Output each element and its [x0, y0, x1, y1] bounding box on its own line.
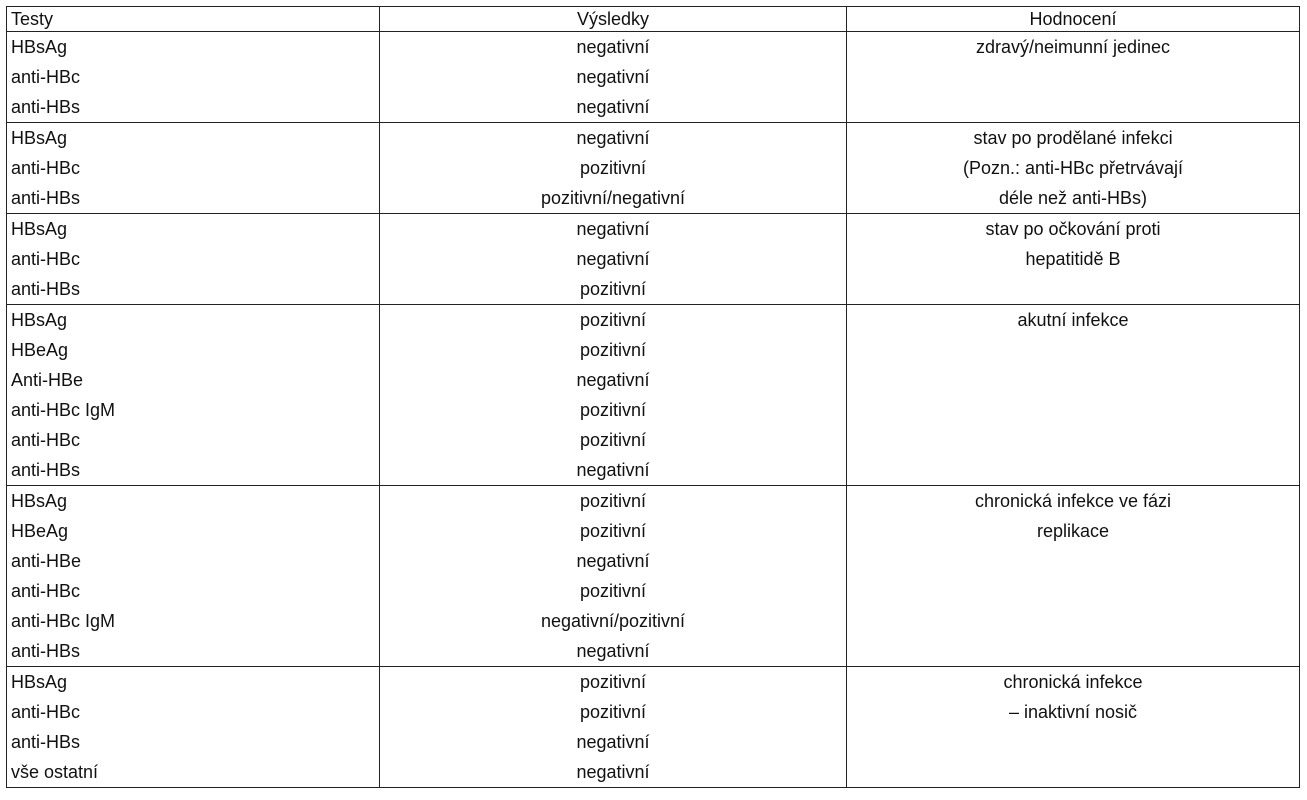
evaluation-cell: [847, 395, 1300, 425]
evaluation-cell: [847, 636, 1300, 667]
table-row: [7, 214, 1300, 245]
evaluation-cell: [847, 606, 1300, 636]
result-cell: negativní: [380, 32, 847, 63]
result-cell: negativní/pozitivní: [380, 606, 847, 636]
table-row: [7, 576, 1300, 606]
table-row: [7, 516, 1300, 546]
result-cell: pozitivní: [380, 486, 847, 517]
evaluation-cell: chronická infekce: [847, 667, 1300, 698]
table-row: [7, 486, 1300, 517]
result-cell: negativní: [380, 546, 847, 576]
table-row: [7, 153, 1300, 183]
evaluation-cell: [847, 274, 1300, 305]
evaluation-cell: [847, 425, 1300, 455]
table-row: [7, 335, 1300, 365]
test-name-cell: HBeAg: [7, 516, 380, 546]
table-row: [7, 274, 1300, 305]
test-name-cell: anti-HBc IgM: [7, 606, 380, 636]
hepatitis-b-serology-table: [6, 6, 1299, 788]
evaluation-cell: [847, 757, 1300, 788]
evaluation-cell: [847, 365, 1300, 395]
table-row: [7, 365, 1300, 395]
table-row: [7, 395, 1300, 425]
evaluation-cell: replikace: [847, 516, 1300, 546]
test-name-cell: HBsAg: [7, 32, 380, 63]
result-cell: negativní: [380, 727, 847, 757]
result-cell: pozitivní: [380, 305, 847, 336]
test-name-cell: vše ostatní: [7, 757, 380, 788]
result-cell: negativní: [380, 123, 847, 154]
test-name-cell: anti-HBs: [7, 274, 380, 305]
test-name-cell: anti-HBc: [7, 62, 380, 92]
result-cell: pozitivní: [380, 274, 847, 305]
result-cell: negativní: [380, 365, 847, 395]
table-row: [7, 636, 1300, 667]
test-name-cell: anti-HBc IgM: [7, 395, 380, 425]
test-name-cell: anti-HBc: [7, 576, 380, 606]
test-name-cell: anti-HBs: [7, 636, 380, 667]
test-name-cell: HBsAg: [7, 123, 380, 154]
result-group: [7, 486, 1300, 667]
evaluation-cell: [847, 455, 1300, 486]
result-cell: pozitivní: [380, 576, 847, 606]
header-results: Výsledky: [380, 7, 847, 32]
result-cell: negativní: [380, 92, 847, 123]
test-name-cell: anti-HBs: [7, 727, 380, 757]
test-name-cell: anti-HBs: [7, 183, 380, 214]
test-name-cell: anti-HBc: [7, 153, 380, 183]
test-name-cell: HBsAg: [7, 305, 380, 336]
result-group: [7, 667, 1300, 788]
evaluation-cell: [847, 576, 1300, 606]
test-name-cell: anti-HBs: [7, 92, 380, 123]
test-name-cell: Anti-HBe: [7, 365, 380, 395]
evaluation-cell: zdravý/neimunní jedinec: [847, 32, 1300, 63]
result-cell: negativní: [380, 636, 847, 667]
table-row: [7, 546, 1300, 576]
result-group: [7, 123, 1300, 214]
result-cell: negativní: [380, 62, 847, 92]
table-row: [7, 425, 1300, 455]
table-row: [7, 305, 1300, 336]
table-row: [7, 32, 1300, 63]
test-name-cell: anti-HBs: [7, 455, 380, 486]
evaluation-cell: stav po prodělané infekci: [847, 123, 1300, 154]
table-row: [7, 697, 1300, 727]
result-cell: negativní: [380, 455, 847, 486]
result-cell: pozitivní: [380, 667, 847, 698]
table-header: [7, 7, 1300, 32]
table-row: [7, 244, 1300, 274]
evaluation-cell: (Pozn.: anti-HBc přetrvávají: [847, 153, 1300, 183]
evaluation-cell: [847, 727, 1300, 757]
result-cell: negativní: [380, 214, 847, 245]
result-group: [7, 214, 1300, 305]
evaluation-cell: chronická infekce ve fázi: [847, 486, 1300, 517]
result-group: [7, 305, 1300, 486]
result-cell: pozitivní/negativní: [380, 183, 847, 214]
test-name-cell: HBeAg: [7, 335, 380, 365]
result-group: [7, 32, 1300, 123]
test-name-cell: anti-HBe: [7, 546, 380, 576]
header-evaluation: Hodnocení: [847, 7, 1300, 32]
header-tests: Testy: [7, 7, 380, 32]
evaluation-cell: akutní infekce: [847, 305, 1300, 336]
evaluation-cell: stav po očkování proti: [847, 214, 1300, 245]
result-cell: pozitivní: [380, 697, 847, 727]
table-row: [7, 667, 1300, 698]
evaluation-cell: déle než anti-HBs): [847, 183, 1300, 214]
test-name-cell: HBsAg: [7, 486, 380, 517]
evaluation-cell: [847, 62, 1300, 92]
test-name-cell: anti-HBc: [7, 244, 380, 274]
table-row: [7, 183, 1300, 214]
result-cell: negativní: [380, 244, 847, 274]
evaluation-cell: [847, 335, 1300, 365]
evaluation-cell: hepatitidě B: [847, 244, 1300, 274]
header-row: [7, 7, 1300, 32]
test-name-cell: HBsAg: [7, 214, 380, 245]
test-name-cell: HBsAg: [7, 667, 380, 698]
result-cell: negativní: [380, 757, 847, 788]
test-name-cell: anti-HBc: [7, 697, 380, 727]
evaluation-cell: [847, 92, 1300, 123]
test-name-cell: anti-HBc: [7, 425, 380, 455]
evaluation-cell: [847, 546, 1300, 576]
table-row: [7, 92, 1300, 123]
table-row: [7, 727, 1300, 757]
table-row: [7, 62, 1300, 92]
table-row: [7, 123, 1300, 154]
table-row: [7, 757, 1300, 788]
evaluation-cell: – inaktivní nosič: [847, 697, 1300, 727]
results-table: [6, 6, 1300, 788]
result-cell: pozitivní: [380, 153, 847, 183]
table-row: [7, 606, 1300, 636]
result-cell: pozitivní: [380, 516, 847, 546]
result-cell: pozitivní: [380, 395, 847, 425]
result-cell: pozitivní: [380, 425, 847, 455]
result-cell: pozitivní: [380, 335, 847, 365]
table-row: [7, 455, 1300, 486]
